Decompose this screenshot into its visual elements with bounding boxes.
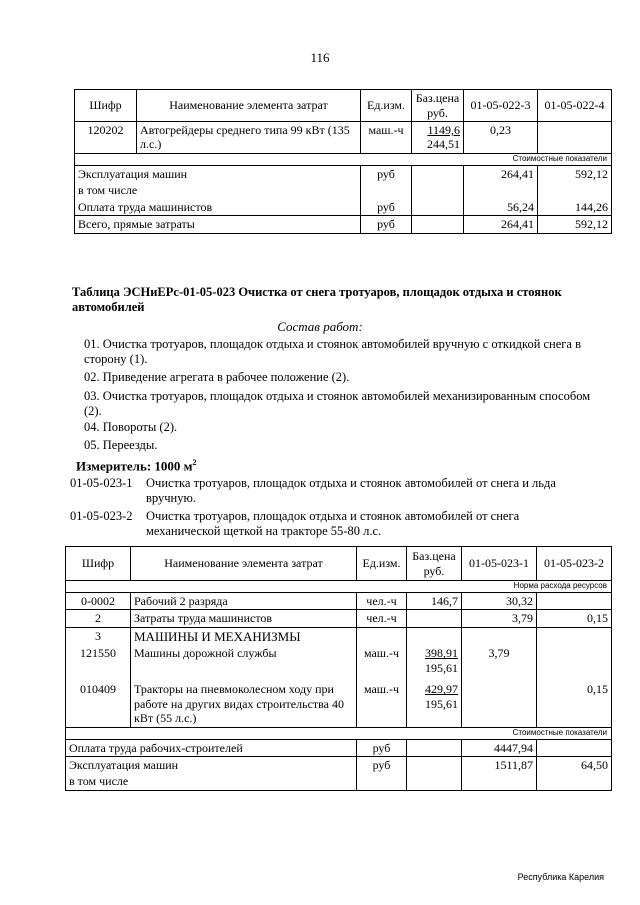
col-header-rate-2: 01-05-023-2 — [537, 547, 612, 581]
row-price — [412, 122, 464, 154]
summary-price — [407, 739, 462, 756]
page-number: 116 — [310, 50, 330, 65]
summary-row — [66, 756, 612, 773]
summary-label: в том числе — [66, 773, 357, 790]
total-value-1: 264,41 — [464, 216, 538, 233]
col-header-rate-2: 01-05-022-4 — [538, 90, 612, 122]
summary-row — [66, 739, 612, 756]
row-value-1: 0,23 — [464, 122, 538, 154]
summary-price — [412, 199, 464, 216]
summary-value-1: 4447,94 — [462, 739, 537, 756]
price-top: 429,97 — [425, 682, 458, 697]
summary-price — [407, 773, 462, 790]
section-title: Таблица ЭСНиЕРс-01-05-023 Очистка от снега тротуаров, площадок отдыха и стоянок автомобилей — [72, 285, 562, 314]
row-price — [407, 645, 462, 681]
norm-caption: Норма расхода ресурсов — [66, 581, 612, 593]
summary-value-2 — [537, 773, 612, 790]
row-value-2 — [537, 593, 612, 610]
summary-unit: руб — [361, 199, 412, 216]
norm-caption-row — [66, 581, 612, 593]
group-price — [407, 627, 462, 645]
row-price — [407, 610, 462, 627]
col-header-rate-1: 01-05-023-1 — [462, 547, 537, 581]
col-header-price: Баз.цена руб. — [407, 547, 462, 581]
meter-exponent: 2 — [192, 458, 197, 467]
price-bottom: 244,51 — [427, 137, 460, 152]
table-header-row — [75, 90, 612, 122]
total-unit: руб — [361, 216, 412, 233]
summary-unit: руб — [361, 166, 412, 183]
summary-value-2: 64,50 — [537, 756, 612, 773]
row-name: Затраты труда машинистов — [131, 610, 357, 627]
price-top: 398,91 — [425, 646, 458, 661]
row-value-1: 30,32 — [462, 593, 537, 610]
summary-unit — [357, 773, 407, 790]
row-code: 0-0002 — [66, 593, 131, 610]
row-code: 010409 — [66, 681, 131, 727]
work-composition-heading: Состав работ: — [277, 319, 363, 334]
row-value-1 — [462, 681, 537, 727]
cost-caption-row — [66, 727, 612, 739]
col-header-unit: Ед.изм. — [361, 90, 412, 122]
col-header-code: Шифр — [75, 90, 137, 122]
footer-region: Республика Карелия — [517, 872, 604, 882]
meter-label: Измеритель: 1000 м — [76, 458, 193, 474]
work-item: 03. Очистка тротуаров, площадок отдыха и стоянок автомобилей механизированным способом (2). — [84, 389, 591, 418]
row-unit: маш.-ч — [357, 645, 407, 681]
summary-value-1 — [462, 773, 537, 790]
summary-value-2: 144,26 — [538, 199, 612, 216]
code-id: 01-05-023-1 — [70, 476, 133, 490]
row-name: Автогрейдеры среднего типа 99 кВт (135 л.с.) — [137, 122, 361, 154]
summary-row — [75, 199, 612, 216]
code-text-cont: вручную. — [146, 491, 196, 505]
group-row — [66, 627, 612, 645]
code-description — [70, 476, 556, 491]
table-row — [75, 122, 612, 154]
row-value-2: 0,15 — [537, 610, 612, 627]
row-value-2 — [537, 645, 612, 681]
code-description — [70, 509, 519, 524]
row-value-2: 0,15 — [537, 681, 612, 727]
summary-label: Оплата труда машинистов — [75, 199, 361, 216]
summary-row — [75, 182, 612, 198]
summary-label: в том числе — [75, 182, 361, 198]
resource-table-01-05-023 — [65, 546, 612, 791]
price-top: 1149,6 — [427, 123, 460, 137]
row-name: Рабочий 2 разряда — [131, 593, 357, 610]
summary-label: Оплата труда рабочих-строителей — [66, 739, 357, 756]
code-text: Очистка тротуаров, площадок отдыха и стоянок автомобилей от снега и льда — [146, 476, 556, 490]
table-header-row — [66, 547, 612, 581]
col-header-name: Наименование элемента затрат — [137, 90, 361, 122]
summary-value-1: 264,41 — [464, 166, 538, 183]
cost-caption: Стоимостные показатели — [66, 727, 612, 739]
group-name: МАШИНЫ И МЕХАНИЗМЫ — [131, 627, 357, 645]
summary-price — [412, 182, 464, 198]
row-value-1: 3,79 — [462, 610, 537, 627]
col-header-price: Баз.цена руб. — [412, 90, 464, 122]
summary-value-2 — [537, 739, 612, 756]
row-code: 121550 — [66, 645, 131, 681]
col-header-code: Шифр — [66, 547, 131, 581]
work-item: 01. Очистка тротуаров, площадок отдыха и стоянок автомобилей вручную с откидкой снега в сторону (1). — [84, 337, 581, 366]
group-value-2 — [537, 627, 612, 645]
work-item: 04. Повороты (2). — [84, 420, 178, 434]
row-value-1: 3,79 — [462, 645, 537, 681]
row-price: 146,7 — [407, 593, 462, 610]
total-value-2: 592,12 — [538, 216, 612, 233]
row-code: 120202 — [75, 122, 137, 154]
table-row — [66, 681, 612, 727]
summary-unit — [361, 182, 412, 198]
code-text: Очистка тротуаров, площадок отдыха и стоянок автомобилей от снега — [146, 509, 520, 523]
summary-unit: руб — [357, 756, 407, 773]
row-unit: маш.-ч — [357, 681, 407, 727]
row-unit: маш.-ч — [361, 122, 412, 154]
summary-label: Эксплуатация машин — [75, 166, 361, 183]
row-unit: чел.-ч — [357, 610, 407, 627]
summary-row — [66, 773, 612, 790]
price-bottom: 195,61 — [425, 660, 458, 675]
resource-table-01-05-022 — [74, 89, 612, 234]
work-item: 02. Приведение агрегата в рабочее положение (2). — [84, 370, 350, 384]
total-price — [412, 216, 464, 233]
code-id: 01-05-023-2 — [70, 509, 133, 523]
work-item: 05. Переезды. — [84, 438, 158, 452]
meter-unit — [76, 458, 197, 474]
row-price — [407, 681, 462, 727]
cost-caption: Стоимостные показатели — [75, 154, 612, 166]
summary-value-1: 1511,87 — [462, 756, 537, 773]
summary-value-1 — [464, 182, 538, 198]
col-header-unit: Ед.изм. — [357, 547, 407, 581]
summary-row — [75, 166, 612, 183]
row-code: 2 — [66, 610, 131, 627]
col-header-rate-1: 01-05-022-3 — [464, 90, 538, 122]
summary-unit: руб — [357, 739, 407, 756]
total-row — [75, 216, 612, 233]
group-value-1 — [462, 627, 537, 645]
row-name: Тракторы на пневмоколесном ходу при работе на других видах строительства 40 кВт (55 л.с.) — [131, 681, 357, 727]
row-name: Машины дорожной службы — [131, 645, 357, 681]
summary-value-2: 592,12 — [538, 166, 612, 183]
summary-value-1: 56,24 — [464, 199, 538, 216]
col-header-name: Наименование элемента затрат — [131, 547, 357, 581]
code-text-cont: механической щеткой на тракторе 55-80 л.с. — [146, 524, 382, 538]
row-value-2 — [538, 122, 612, 154]
table-row — [66, 610, 612, 627]
summary-value-2 — [538, 182, 612, 198]
cost-caption-row — [75, 154, 612, 166]
summary-price — [407, 756, 462, 773]
total-label: Всего, прямые затраты — [75, 216, 361, 233]
table-row — [66, 645, 612, 681]
table-row — [66, 593, 612, 610]
row-unit: чел.-ч — [357, 593, 407, 610]
summary-label: Эксплуатация машин — [66, 756, 357, 773]
price-bottom: 195,61 — [425, 696, 458, 711]
group-unit — [357, 627, 407, 645]
summary-price — [412, 166, 464, 183]
group-code: 3 — [66, 627, 131, 645]
